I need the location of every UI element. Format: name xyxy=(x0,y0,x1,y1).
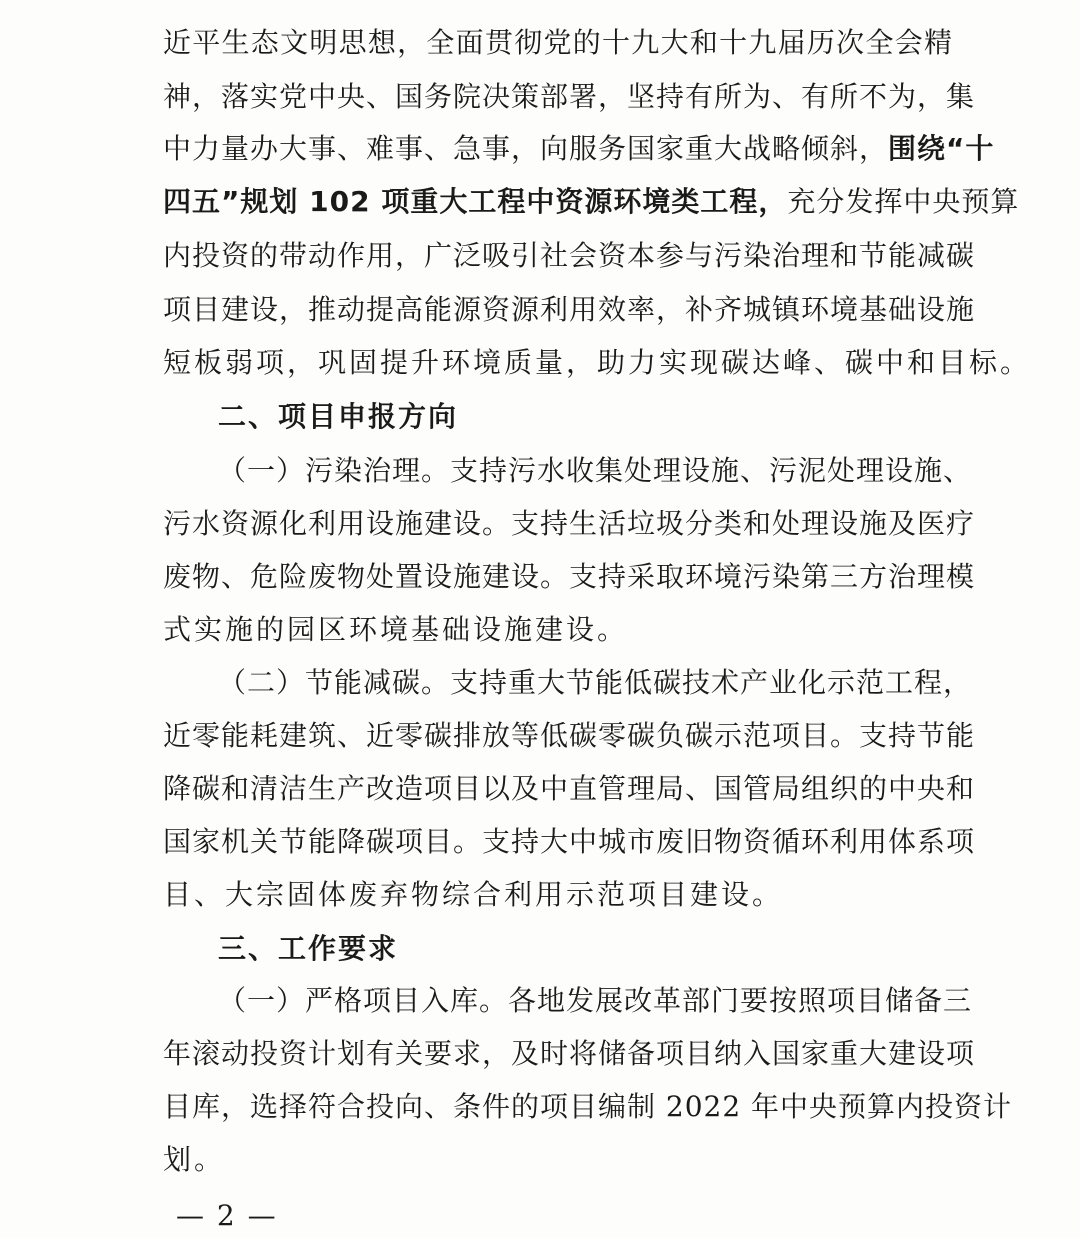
bold-text-segment: 围绕“十 xyxy=(888,132,995,165)
text-line: 目、大宗固体废弃物综合利用示范项目建设。 xyxy=(163,878,784,911)
text-line: 短板弱项，巩固提升环境质量，助力实现碳达峰、碳中和目标。 xyxy=(163,346,1032,379)
text-line xyxy=(163,122,995,176)
text-line: 近零能耗建筑、近零碳排放等低碳零碳负碳示范项目。支持节能 xyxy=(163,719,976,752)
text-line: （一）污染治理。支持污水收集处理设施、污泥处理设施、 xyxy=(218,454,973,487)
text-line: 式实施的园区环境基础设施建设。 xyxy=(163,613,629,646)
text-line: 污水资源化利用设施建设。支持生活垃圾分类和处理设施及医疗 xyxy=(163,507,976,540)
section-heading: 二、项目申报方向 xyxy=(218,400,459,433)
text-line: 神，落实党中央、国务院决策部署，坚持有所为、有所不为，集 xyxy=(163,80,976,113)
text-line: 近平生态文明思想，全面贯彻党的十九大和十九届历次全会精 xyxy=(163,26,953,59)
page-number: — 2 — xyxy=(176,1199,278,1232)
bold-text-segment: 四五”规划 102 项重大工程中资源环境类工程， xyxy=(163,185,788,218)
section-heading: 三、工作要求 xyxy=(218,932,399,965)
text-line: 降碳和清洁生产改造项目以及中直管理局、国管局组织的中央和 xyxy=(163,772,976,805)
text-line: 年滚动投资计划有关要求，及时将储备项目纳入国家重大建设项 xyxy=(163,1037,976,1070)
text-line: 项目建设，推动提高能源资源利用效率，补齐城镇环境基础设施 xyxy=(163,293,976,326)
text-segment: 充分发挥中央预算 xyxy=(787,185,1020,218)
text-line: 废物、危险废物处置设施建设。支持采取环境污染第三方治理模 xyxy=(163,560,976,593)
text-line: 内投资的带动作用，广泛吸引社会资本参与污染治理和节能减碳 xyxy=(163,239,976,272)
text-segment: 中力量办大事、难事、急事，向服务国家重大战略倾斜， xyxy=(163,132,889,165)
text-line: 国家机关节能降碳项目。支持大中城市废旧物资循环利用体系项 xyxy=(163,825,976,858)
text-line: （二）节能减碳。支持重大节能低碳技术产业化示范工程， xyxy=(218,666,973,699)
text-line: 目库，选择符合投向、条件的项目编制 2022 年中央预算内投资计 xyxy=(163,1090,1013,1123)
text-line: （一）严格项目入库。各地发展改革部门要按照项目储备三 xyxy=(218,984,973,1017)
text-line: 划。 xyxy=(163,1143,226,1176)
text-line xyxy=(163,175,1020,229)
